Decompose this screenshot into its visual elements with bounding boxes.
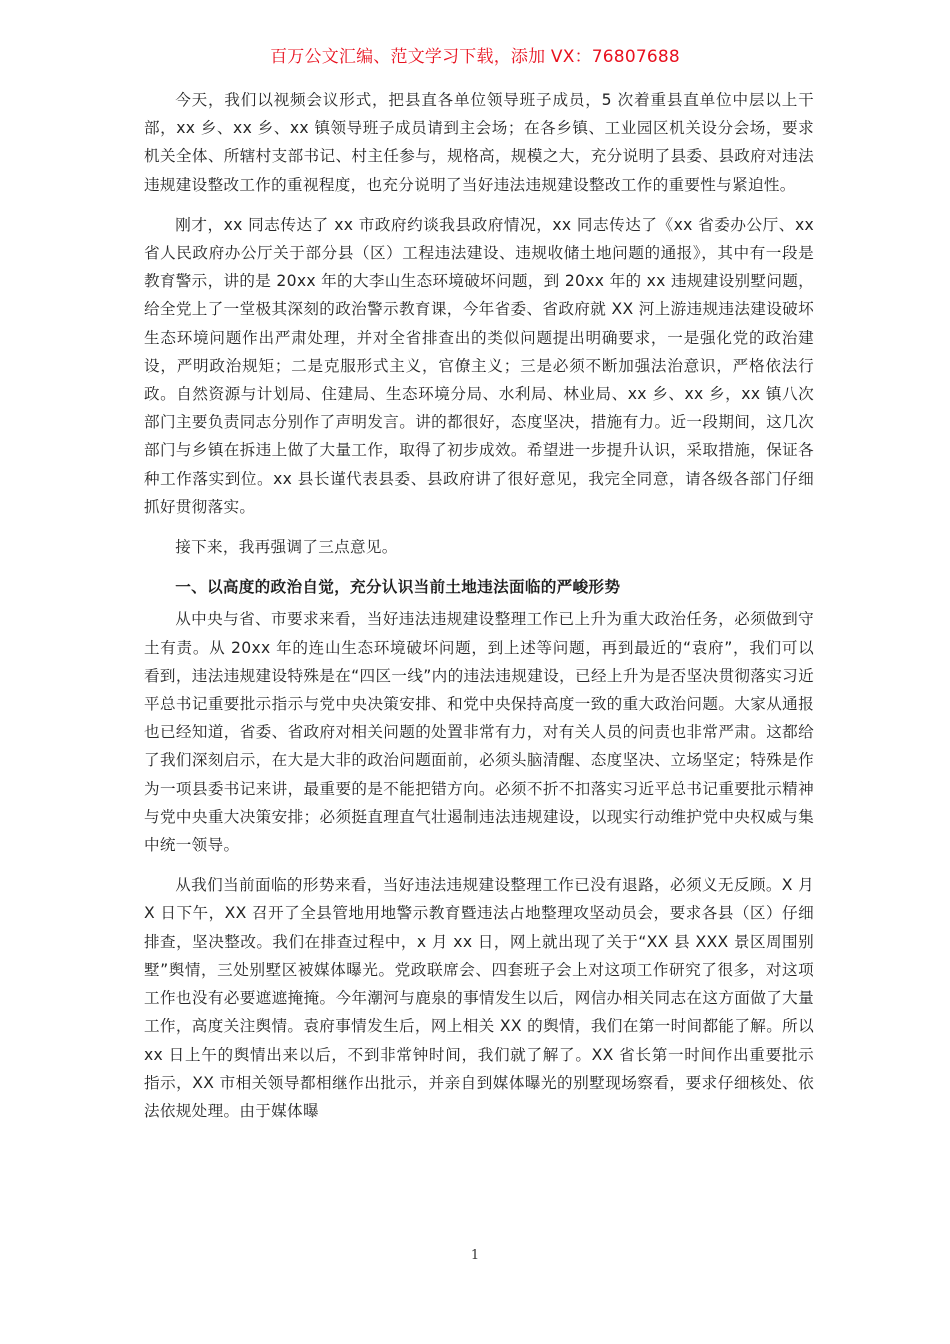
- paragraph: 刚才，xx 同志传达了 xx 市政府约谈我县政府情况，xx 同志传达了《xx 省委办公厅、xx 省人民政府办公厅关于部分县（区）工程违法建设、违规收储土地问题的通报》，其中有一段是教育警示，讲的是 20xx 年的大李山生态环境破坏问题，到 20xx 年的 xx 违规建设别墅问题，给全党上了一堂极其深刻的政治警示教育课，今年省委、省政府就 XX 河上游违规违法建设破坏生态环境问题作出严肃处理，并对全省排查出的类似问题提出明确要求，一是强化党的政治建设，严明政治规矩；二是克服形式主义，官僚主义；三是必须不断加强法治意识，严格依法行政。自然资源与计划局、住建局、生态环境分局、水利局、林业局、xx 乡、xx 乡，xx 镇八次部门主要负责同志分别作了声明发言。讲的都很好，态度坚决，措施有力。近一段期间，这几次部门与乡镇在拆违上做了大量工作，取得了初步成效。希望进一步提升认识，采取措施，保证各种工作落实到位。xx 县长谨代表县委、县政府讲了很好意见，我完全同意，请各级各部门仔细抓好贯彻落实。: [144, 215, 814, 516]
- paragraph: 从我们当前面临的形势来看，当好违法违规建设整理工作已没有退路，必须义无反顾。X 月 X 日下午，XX 召开了全县管地用地警示教育暨违法占地整理攻坚动员会，要求各县（区）仔细排查，坚决整改。我们在排查过程中，x 月 xx 日，网上就出现了关于“XX 县 XXX 景区周围别墅”舆情，三处别墅区被媒体曝光。党政联席会、四套班子会上对这项工作研究了很多，对这项工作也没有必要遮遮掩掩。今年潮河与鹿泉的事情发生以后，网信办相关同志在这方面做了大量工作，高度关注舆情。袁府事情发生后，网上相关 XX 的舆情，我们在第一时间都能了解。所以 xx 日上午的舆情出来以后，不到非常钟时间，我们就了解了。XX 省长第一时间作出重要批示指示，XX 市相关领导都相继作出批示，并亲自到媒体曝光的别墅现场察看，要求仔细核处、依法依规处理。由于媒体曝: [144, 876, 814, 1120]
- paragraph: 今天，我们以视频会议形式，把县直各单位领导班子成员，5 次着重县直单位中层以上干部，xx 乡、xx 乡、xx 镇领导班子成员请到主会场；在各乡镇、工业园区机关设分会场，要求机关全体、所辖村支部书记、村主任参与，规格高，规模之大，充分说明了县委、县政府对违法违规建设整改工作的重视程度，也充分说明了当好违法违规建设整改工作的重要性与紧迫性。: [144, 91, 814, 194]
- paragraph: 从中央与省、市要求来看，当好违法违规建设整理工作已上升为重大政治任务，必须做到守土有责。从 20xx 年的连山生态环境破坏问题，到上述等问题，再到最近的“袁府”，我们可以看到，违法违规建设特殊是在“四区一线”内的违法违规建设，已经上升为是否坚决贯彻落实习近平总书记重要批示指示与党中央决策安排、和党中央保持高度一致的重大政治问题。大家从通报也已经知道，省委、省政府对相关问题的处置非常有力，对有关人员的问责也非常严肃。这都给了我们深刻启示，在大是大非的政治问题面前，必须头脑清醒、态度坚决、立场坚定；特殊是作为一项县委书记来讲，最重要的是不能把错方向。必须不折不扣落实习近平总书记重要批示精神与党中央重大决策安排；必须挺直理直气壮遏制违法违规建设，以现实行动维护党中央权威与集中统一领导。: [144, 610, 814, 855]
- header-banner: 百万公文汇编、范文学习下载，添加 VX：76807688: [270, 47, 680, 67]
- paragraph: 接下来，我再强调了三点意见。: [175, 538, 398, 557]
- document-body: [144, 86, 814, 1125]
- section-heading: 一、以高度的政治自觉，充分认识当前土地违法面临的严峻形势: [175, 578, 621, 597]
- page-number: 1: [470, 1248, 480, 1263]
